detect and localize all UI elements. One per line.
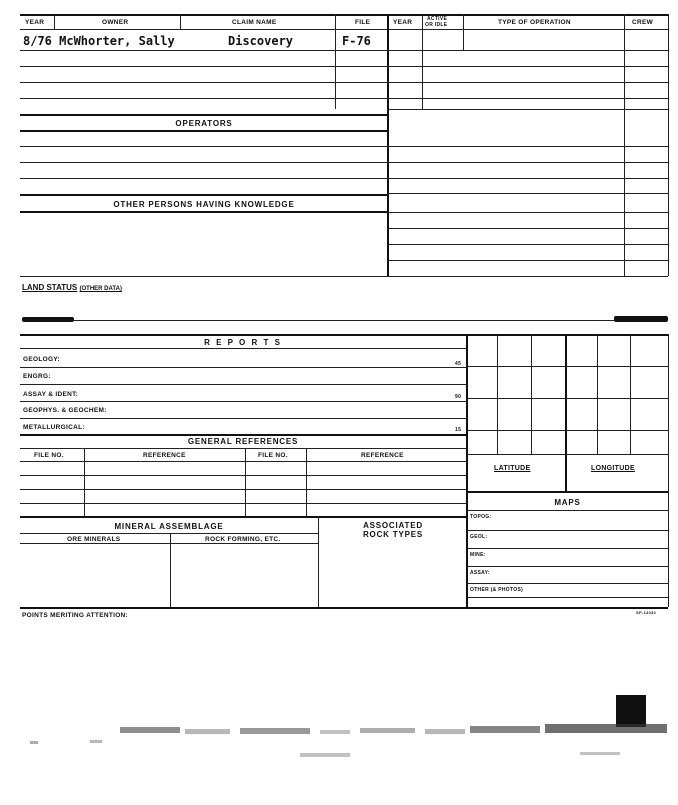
grid-line — [467, 430, 668, 431]
top-border — [20, 14, 668, 16]
divider-blob-left — [22, 317, 74, 322]
associated-rock-types-2: ROCK TYPES — [362, 530, 423, 539]
grid-line — [497, 334, 498, 454]
scan-artifact — [300, 753, 350, 757]
row-line — [20, 434, 466, 436]
col-divider — [84, 448, 85, 516]
other-persons-bottom — [20, 211, 388, 213]
ma-header-ore-minerals: ORE MINERALS — [67, 536, 121, 543]
col-header-active: ACTIVE — [427, 16, 448, 22]
col-header-type-of-operation: TYPE OF OPERATION — [498, 19, 571, 26]
row-line — [20, 448, 466, 449]
col-divider — [318, 516, 319, 607]
maps-row-geol: GEOL: — [470, 534, 488, 540]
operators-title: OPERATORS — [175, 119, 233, 128]
maps-row-assay: ASSAY: — [470, 570, 490, 576]
scan-artifact — [545, 724, 667, 733]
report-num-assay: 90 — [455, 394, 462, 400]
col-header-year: YEAR — [25, 19, 45, 26]
grid-line — [565, 334, 567, 492]
row-line — [467, 597, 668, 598]
row-line — [20, 543, 318, 544]
maps-title: MAPS — [554, 498, 581, 507]
latitude-label: LATITUDE — [494, 465, 531, 472]
row-line — [20, 418, 466, 419]
header-bottom-line — [20, 29, 668, 30]
other-persons-top — [20, 194, 388, 196]
grid-line — [467, 491, 668, 493]
row-line — [20, 146, 668, 147]
scan-artifact — [425, 729, 465, 734]
report-label-engrg: ENGRG: — [23, 373, 51, 380]
col-divider-main — [387, 14, 389, 276]
row-line — [467, 566, 668, 567]
row-line — [467, 548, 668, 549]
row-line — [388, 244, 668, 245]
other-persons-title: OTHER PERSONS HAVING KNOWLEDGE — [113, 200, 295, 209]
col-divider — [463, 14, 464, 50]
grid-line — [597, 334, 598, 454]
scan-artifact — [470, 726, 540, 733]
scan-artifact — [120, 727, 180, 733]
col-divider — [180, 14, 181, 29]
row-line — [20, 503, 466, 504]
row-line — [467, 510, 668, 511]
reports-title-bottom — [20, 348, 466, 349]
scan-artifact-block — [616, 695, 646, 727]
gr-header-file-no-2: FILE NO. — [258, 452, 288, 459]
col-header-crew: CREW — [632, 19, 654, 26]
col-divider — [668, 14, 669, 276]
row-line — [388, 109, 668, 110]
ma-header-rock-forming: ROCK FORMING, ETC. — [205, 536, 281, 543]
operators-top — [20, 114, 388, 116]
row-line — [20, 475, 466, 476]
col-divider — [624, 14, 625, 276]
mineral-assemblage-title: MINERAL ASSEMBLAGE — [114, 522, 224, 531]
bottom-line — [20, 607, 668, 609]
col-divider — [335, 14, 336, 109]
row-line — [20, 533, 318, 534]
scan-artifact — [30, 741, 38, 744]
divider-line — [74, 320, 614, 321]
land-status-title: LAND STATUS — [22, 283, 78, 292]
row-line — [467, 583, 668, 584]
grid-line — [467, 398, 668, 399]
col-header-year-2: YEAR — [393, 19, 413, 26]
scan-artifact — [240, 728, 310, 734]
row-line — [20, 276, 668, 277]
scan-artifact — [90, 740, 102, 743]
divider-blob-right — [614, 316, 668, 322]
gr-header-reference-2: REFERENCE — [361, 452, 404, 459]
form-number: SP-14032 — [636, 610, 657, 615]
row-line — [20, 162, 668, 163]
grid-line — [668, 334, 669, 607]
scan-artifact — [185, 729, 230, 734]
longitude-label: LONGITUDE — [591, 465, 635, 472]
row-line — [20, 98, 668, 99]
maps-row-topog: TOPOG: — [470, 514, 492, 520]
points-meriting-attention: POINTS MERITING ATTENTION: — [22, 612, 129, 619]
row-line — [20, 384, 466, 385]
col-divider — [422, 14, 423, 109]
general-references-title: GENERAL REFERENCES — [187, 437, 299, 446]
scan-artifact — [320, 730, 350, 734]
scan-artifact — [580, 752, 620, 755]
report-label-geophys: GEOPHYS. & GEOCHEM: — [23, 407, 107, 414]
entry-file: F-76 — [342, 34, 371, 48]
row-line — [20, 178, 668, 179]
entry-claim-name: Discovery — [228, 34, 294, 48]
report-num-metallurgical: 15 — [455, 427, 462, 433]
reports-top — [20, 334, 668, 336]
row-line — [388, 193, 668, 194]
gr-header-reference-1: REFERENCE — [143, 452, 186, 459]
report-label-metallurgical: METALLURGICAL: — [23, 424, 85, 431]
associated-rock-types-1: ASSOCIATED — [363, 521, 423, 530]
col-header-claim-name: CLAIM NAME — [232, 19, 277, 26]
report-label-geology: GEOLOGY: — [23, 356, 60, 363]
row-line — [20, 516, 466, 518]
col-divider — [54, 14, 55, 29]
col-divider — [306, 448, 307, 516]
operators-bottom — [20, 130, 388, 132]
row-line — [20, 461, 466, 462]
col-header-file: FILE — [355, 19, 371, 26]
row-line — [20, 50, 668, 51]
scan-artifact — [360, 728, 415, 733]
col-header-or-idle: OR IDLE — [425, 22, 448, 28]
row-line — [388, 260, 668, 261]
report-label-assay: ASSAY & IDENT: — [23, 391, 79, 398]
row-line — [467, 530, 668, 531]
maps-row-mine: MINE: — [470, 552, 486, 558]
land-status-label — [22, 283, 122, 292]
maps-row-other: OTHER (& PHOTOS) — [470, 587, 524, 593]
row-line — [20, 401, 466, 402]
row-line — [388, 228, 668, 229]
row-line — [20, 367, 466, 368]
land-status-subtitle: (OTHER DATA) — [79, 286, 122, 292]
gr-header-file-no-1: FILE NO. — [34, 452, 64, 459]
col-header-owner: OWNER — [102, 19, 129, 26]
entry-year-owner: 8/76 McWhorter, Sally — [23, 34, 175, 48]
row-line — [388, 212, 668, 213]
row-line — [20, 82, 668, 83]
grid-line — [467, 454, 668, 455]
col-divider — [245, 448, 246, 516]
row-line — [20, 489, 466, 490]
grid-line — [467, 366, 668, 367]
col-divider — [170, 533, 171, 607]
report-num-geology: 45 — [455, 361, 462, 367]
grid-line — [531, 334, 532, 454]
row-line — [20, 66, 668, 67]
reports-title: R E P O R T S — [204, 338, 282, 347]
grid-line — [630, 334, 631, 454]
